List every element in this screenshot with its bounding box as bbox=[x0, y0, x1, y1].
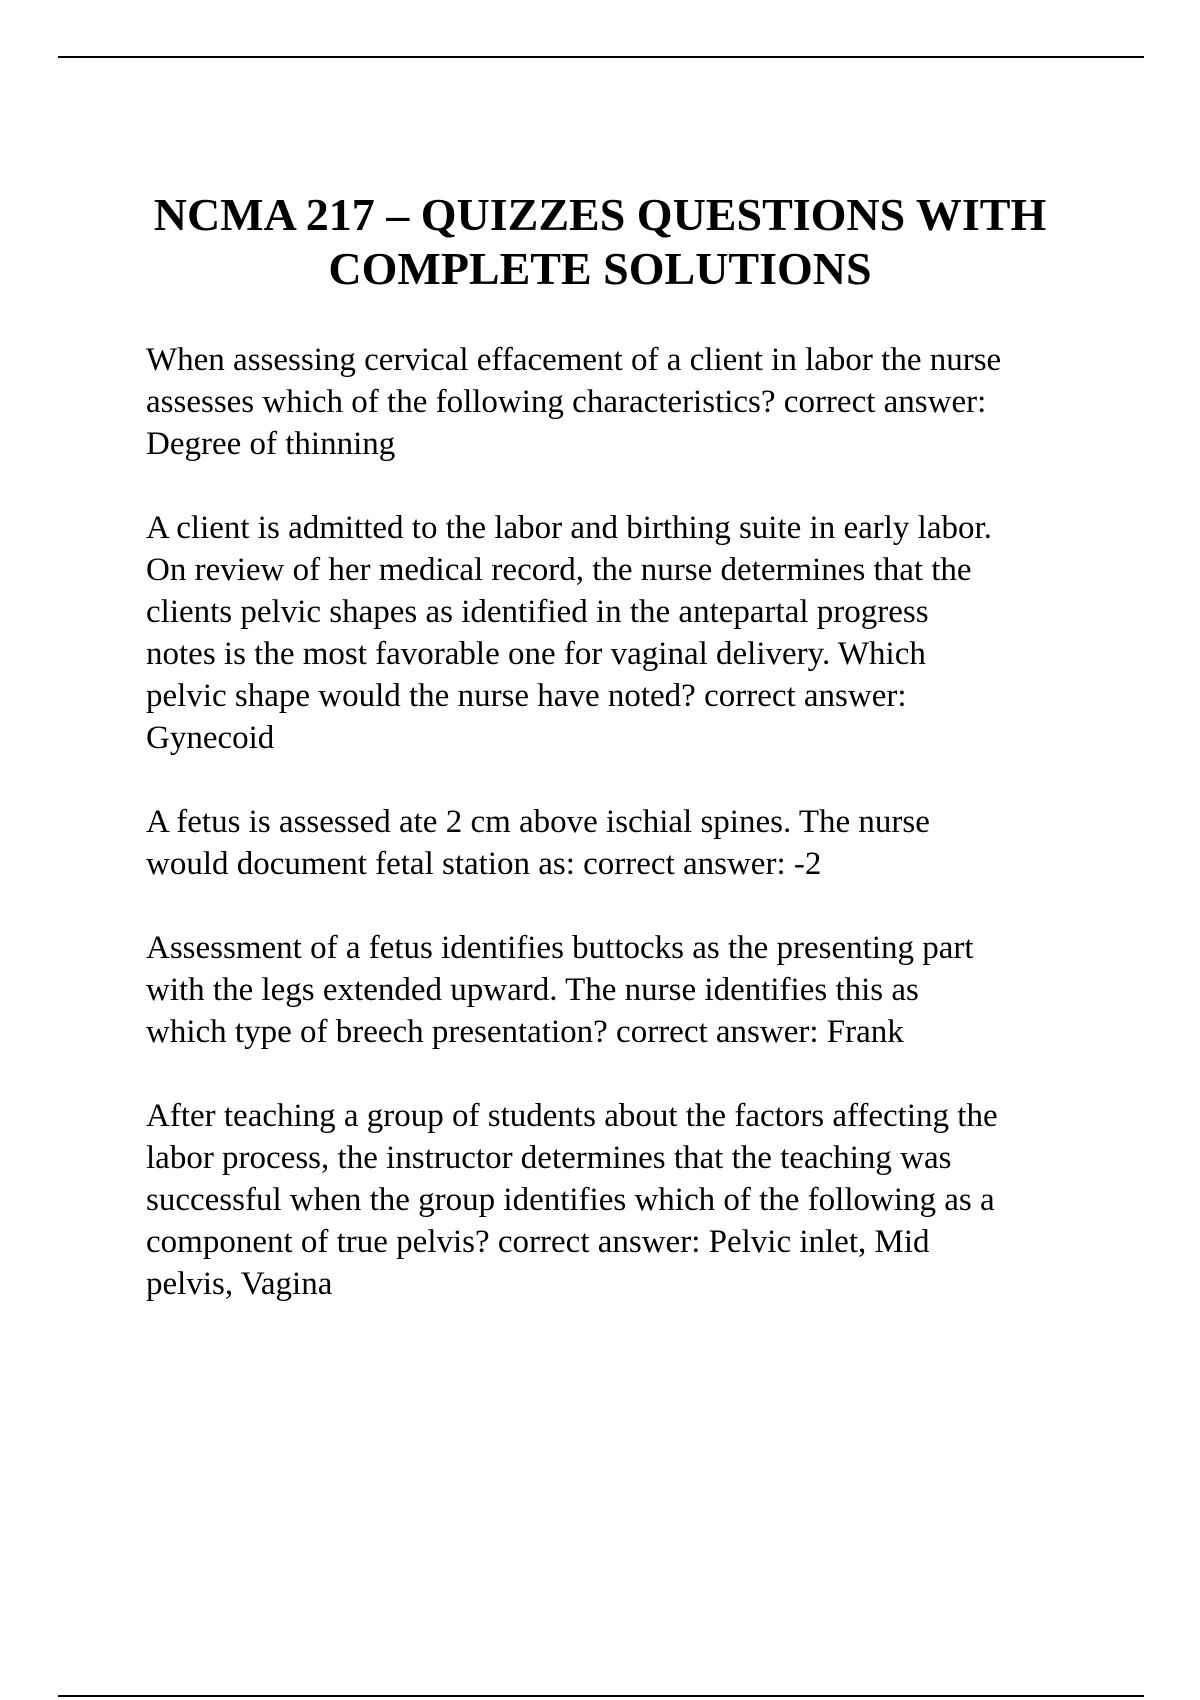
title-line: COMPLETE SOLUTIONS bbox=[328, 243, 872, 294]
question-text-line: with the legs extended upward. The nurse identifies this as bbox=[146, 972, 919, 1008]
question-item bbox=[146, 927, 1096, 1053]
question-text-line: pelvis, Vagina bbox=[146, 1266, 333, 1302]
question-text-line: On review of her medical record, the nurse determines that the bbox=[146, 552, 972, 588]
question-text-line: When assessing cervical effacement of a client in labor the nurse bbox=[146, 342, 1002, 378]
question-text-line: Gynecoid bbox=[146, 720, 275, 756]
question-item bbox=[146, 801, 1096, 885]
footer-rule bbox=[58, 1695, 1144, 1697]
question-text-line: notes is the most favorable one for vaginal delivery. Which bbox=[146, 636, 926, 672]
question-text-line: which type of breech presentation? correct answer: Frank bbox=[146, 1014, 904, 1050]
question-text-line: pelvic shape would the nurse have noted? correct answer: bbox=[146, 678, 907, 714]
question-text-line: After teaching a group of students about the factors affecting the bbox=[146, 1098, 998, 1134]
question-item bbox=[146, 1095, 1096, 1305]
question-text-line: component of true pelvis? correct answer: Pelvic inlet, Mid bbox=[146, 1224, 930, 1260]
question-text-line: labor process, the instructor determines that the teaching was bbox=[146, 1140, 952, 1176]
title-line: NCMA 217 – QUIZZES QUESTIONS WITH bbox=[153, 189, 1047, 240]
question-list bbox=[146, 339, 1096, 1347]
question-item bbox=[146, 339, 1096, 465]
question-text-line: A client is admitted to the labor and birthing suite in early labor. bbox=[146, 510, 992, 546]
question-text-line: Assessment of a fetus identifies buttocks as the presenting part bbox=[146, 930, 974, 966]
question-text-line: Degree of thinning bbox=[146, 426, 396, 462]
question-text-line: would document fetal station as: correct answer: -2 bbox=[146, 846, 822, 882]
header-rule bbox=[58, 56, 1144, 58]
question-text-line: assesses which of the following characteristics? correct answer: bbox=[146, 384, 987, 420]
question-text-line: clients pelvic shapes as identified in the antepartal progress bbox=[146, 594, 929, 630]
question-item bbox=[146, 507, 1096, 759]
question-text-line: A fetus is assessed ate 2 cm above ischial spines. The nurse bbox=[146, 804, 930, 840]
page-title bbox=[100, 188, 1100, 296]
question-text-line: successful when the group identifies which of the following as a bbox=[146, 1182, 995, 1218]
